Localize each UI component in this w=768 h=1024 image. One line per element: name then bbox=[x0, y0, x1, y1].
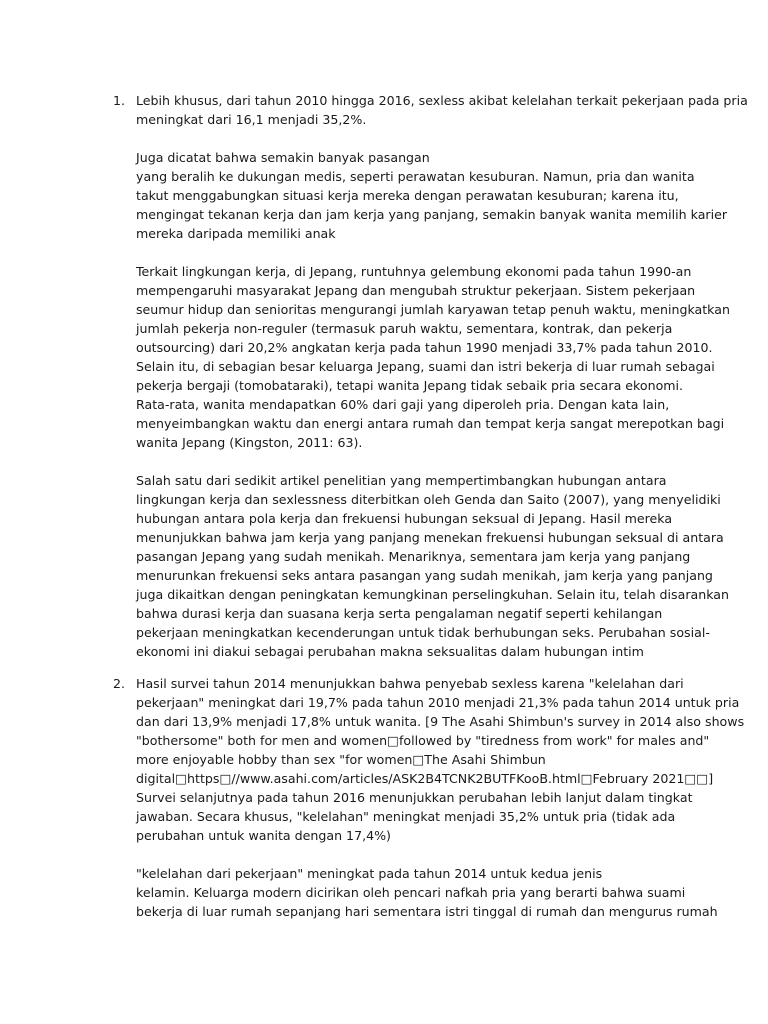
text-line: bahwa durasi kerja dan suasana kerja serta pengalaman negatif seperti kehilangan bbox=[136, 606, 663, 621]
text-line: Selain itu, di sebagian besar keluarga Jepang, suami dan istri bekerja di luar rumah sebagai bbox=[136, 359, 715, 374]
text-line: kelamin. Keluarga modern dicirikan oleh pencari nafkah pria yang berarti bahwa suami bbox=[136, 885, 686, 900]
text-line: menyeimbangkan waktu dan energi antara rumah dan tempat kerja sangat merepotkan bagi bbox=[136, 416, 725, 431]
text-line: lingkungan kerja dan sexlessness diterbitkan oleh Genda dan Saito (2007), yang menyelidiki bbox=[136, 492, 721, 507]
text-line: digital□https□//www.asahi.com/articles/ASK2B4TCNK2BUTFKooB.html□February 2021□□] bbox=[136, 771, 714, 786]
list-number: 2. bbox=[113, 676, 126, 691]
paragraph bbox=[136, 262, 730, 452]
text-line: jawaban. Secara khusus, "kelelahan" meningkat menjadi 35,2% untuk pria (tidak ada bbox=[136, 809, 676, 824]
text-line: Survei selanjutnya pada tahun 2016 menunjukkan perubahan lebih lanjut dalam tingkat bbox=[136, 790, 693, 805]
text-line: outsourcing) dari 20,2% angkatan kerja pada tahun 1990 menjadi 33,7% pada tahun 2010. bbox=[136, 340, 713, 355]
text-line: meningkat dari 16,1 menjadi 35,2%. bbox=[136, 112, 367, 127]
text-line: "kelelahan dari pekerjaan" meningkat pada tahun 2014 untuk kedua jenis bbox=[136, 866, 603, 881]
text-line: mempengaruhi masyarakat Jepang dan mengubah struktur pekerjaan. Sistem pekerjaan bbox=[136, 283, 696, 298]
text-line: Lebih khusus, dari tahun 2010 hingga 2016, sexless akibat kelelahan terkait pekerjaan pada pria bbox=[136, 93, 748, 108]
text-line: pekerja bergaji (tomobataraki), tetapi wanita Jepang tidak sebaik pria secara ekonomi. bbox=[136, 378, 684, 393]
text-line: menurunkan frekuensi seks antara pasangan yang sudah menikah, jam kerja yang panjang bbox=[136, 568, 713, 583]
paragraph bbox=[136, 864, 718, 921]
text-line: jumlah pekerja non-reguler (termasuk paruh waktu, sementara, kontrak, dan pekerja bbox=[136, 321, 673, 336]
text-line: pasangan Jepang yang sudah menikah. Menariknya, sementara jam kerja yang panjang bbox=[136, 549, 691, 564]
text-line: "bothersome" both for men and women□followed by "tiredness from work" for males and" bbox=[136, 733, 710, 748]
paragraph bbox=[136, 471, 729, 661]
text-line: ekonomi ini diakui sebagai perubahan makna seksualitas dalam hubungan intim bbox=[136, 644, 644, 659]
text-line: perubahan untuk wanita dengan 17,4%) bbox=[136, 828, 391, 843]
paragraph bbox=[136, 674, 745, 845]
list-item-body bbox=[136, 91, 748, 680]
text-line: more enjoyable hobby than sex "for women□The Asahi Shimbun bbox=[136, 752, 546, 767]
list-number: 1. bbox=[113, 93, 126, 108]
text-line: hubungan antara pola kerja dan frekuensi hubungan seksual di Jepang. Hasil mereka bbox=[136, 511, 673, 526]
text-line: Terkait lingkungan kerja, di Jepang, runtuhnya gelembung ekonomi pada tahun 1990-an bbox=[136, 264, 692, 279]
text-line: seumur hidup dan senioritas mengurangi jumlah karyawan tetap penuh waktu, meningkatkan bbox=[136, 302, 730, 317]
text-line: Hasil survei tahun 2014 menunjukkan bahwa penyebab sexless karena "kelelahan dari bbox=[136, 676, 684, 691]
text-line: wanita Jepang (Kingston, 2011: 63). bbox=[136, 435, 363, 450]
text-line: pekerjaan" meningkat dari 19,7% pada tahun 2010 menjadi 21,3% pada tahun 2014 untuk pria bbox=[136, 695, 740, 710]
text-line: mereka daripada memiliki anak bbox=[136, 226, 336, 241]
text-line: yang beralih ke dukungan medis, seperti perawatan kesuburan. Namun, pria dan wanita bbox=[136, 169, 695, 184]
text-line: bekerja di luar rumah sepanjang hari sementara istri tinggal di rumah dan mengurus rumah bbox=[136, 904, 718, 919]
text-line: dan dari 13,9% menjadi 17,8% untuk wanita. [9 The Asahi Shimbun's survey in 2014 also shows bbox=[136, 714, 745, 729]
text-line: takut menggabungkan situasi kerja mereka dengan perawatan kesuburan; karena itu, bbox=[136, 188, 679, 203]
text-line: pekerjaan meningkatkan kecenderungan untuk tidak berhubungan seks. Perubahan sosial- bbox=[136, 625, 710, 640]
text-line: mengingat tekanan kerja dan jam kerja yang panjang, semakin banyak wanita memilih karier bbox=[136, 207, 728, 222]
text-line: menunjukkan bahwa jam kerja yang panjang menekan frekuensi hubungan seksual di antara bbox=[136, 530, 724, 545]
list-item-body bbox=[136, 674, 745, 940]
paragraph bbox=[136, 91, 748, 129]
paragraph bbox=[136, 148, 728, 243]
text-line: Salah satu dari sedikit artikel penelitian yang mempertimbangkan hubungan antara bbox=[136, 473, 667, 488]
text-line: Rata-rata, wanita mendapatkan 60% dari gaji yang diperoleh pria. Dengan kata lain, bbox=[136, 397, 670, 412]
text-line: Juga dicatat bahwa semakin banyak pasangan bbox=[136, 150, 430, 165]
text-line: juga dikaitkan dengan peningkatan kemungkinan perselingkuhan. Selain itu, telah disarankan bbox=[136, 587, 729, 602]
